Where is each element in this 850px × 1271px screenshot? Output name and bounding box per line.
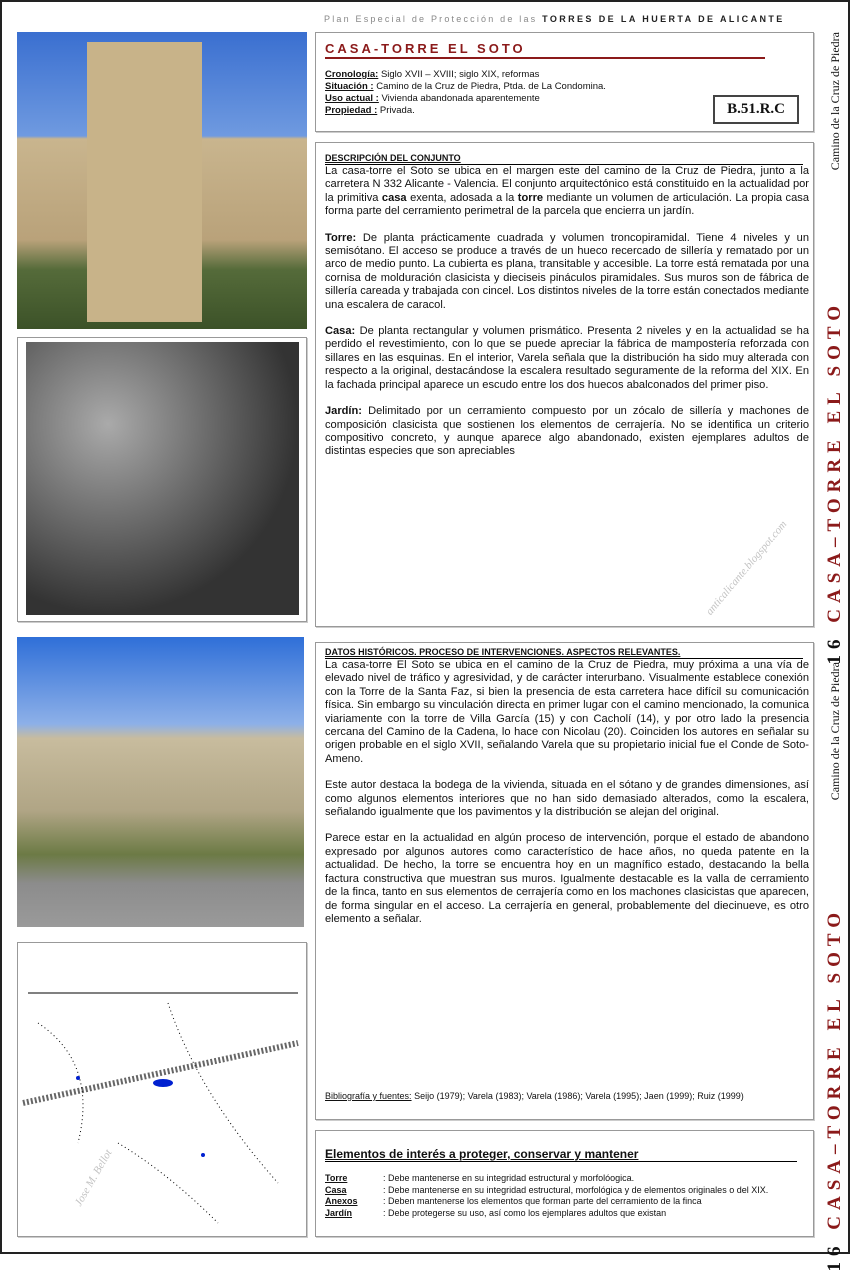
elements-box bbox=[315, 1130, 814, 1237]
location-map bbox=[17, 942, 307, 1237]
building-title: CASA-TORRE EL SOTO bbox=[325, 41, 765, 59]
watermark-author: Jose M. Bellot bbox=[72, 1147, 115, 1209]
element-row: Jardín : Debe protegerse su uso, así como los ejemplares adultos que existan bbox=[325, 1207, 667, 1218]
element-row: Torre : Debe mantenerse en su integridad estructural y morfolóogica. bbox=[325, 1173, 635, 1183]
header-series: TORRES DE LA HUERTA DE ALICANTE bbox=[542, 14, 785, 24]
field-uso: Uso actual : Vivienda abandonada aparentemente bbox=[325, 93, 540, 104]
history-heading: DATOS HISTÓRICOS. PROCESO DE INTERVENCIONES. ASPECTOS RELEVANTES. bbox=[325, 647, 803, 659]
description-text: La casa-torre el Soto se ubica en el margen este del camino de la Cruz de Piedra, junto a la carretera N 332 Alicante - Valencia. El conjunto arquitectónico está constituido en la actualidad por la primitiva casa exenta, adosada a la torre mediante un volumen de articulación. La propia casa forma parte del cerramiento perimetral de la parcela que encierra un jardín. Torre: De planta prácticamente cuadrada y volumen troncopiramidal. Tiene 4 niveles y un semisótano. El acceso se produce a través de un hueco recercado de sillería y rematado por un arco de medio punto. La cubierta es plana, transitable y accesible. La torre está rematada por una cornisa de molduración clasicista y dieciseis pináculos piramidales. Sus muros son de fábrica de sillería careada y trabajada con cincel. Los distintos niveles de la torre están conectados mediante una escalera de caracol. Casa: De planta rectangular y volumen prismático. Presenta 2 niveles y en la actualidad se ha perdido el revestimiento, con lo que se puede apreciar la fábrica de mampostería reforzada con sillares en las esquinas. En el interior, Varela señala que la distribución ha sido muy alterada con respecto a la original, destacándose la escalera resultado seguramente de la reforma del XIX. En la fachada principal aparece un escudo entre los dos huecos abalconados del primer piso. Jardín: Delimitado por un cerramiento compuesto por un zócalo de sillería y machones de composición clasicista que sostienen los elementos de cerrajería. No se identifica un criterio compositivo concreto, y aunque aparece algo abandonado, existen ejemplares adultos de distintas especies que son apreciables bbox=[325, 165, 809, 458]
sidebar-title-bottom: 16 CASA–TORRE EL SOTO bbox=[824, 907, 845, 1271]
elements-heading: Elementos de interés a proteger, conservar y mantener bbox=[325, 1147, 797, 1162]
tower-shape bbox=[87, 42, 202, 322]
sidebar-title-top: 16 CASA–TORRE EL SOTO bbox=[824, 300, 845, 665]
header-prefix: Plan Especial de Protección de las bbox=[324, 14, 538, 24]
sidebar-road-top: Camino de la Cruz de Piedra bbox=[828, 32, 842, 171]
field-situacion: Situación : Camino de la Cruz de Piedra, Ptda. de La Condomina. bbox=[325, 81, 606, 92]
element-row: Casa : Debe mantenerse en su integridad estructural, morfológica y de elementos originales o del XIX. bbox=[325, 1184, 769, 1195]
field-propiedad: Propiedad : Privada. bbox=[325, 105, 415, 116]
history-text: La casa-torre El Soto se ubica en el camino de la Cruz de Piedra, muy próxima a una vía de elevado nivel de tráfico y agresividad, y de carácter interurbano. Visualmente establece conexión con la Torre de la Santa Faz, si bien la presencia de esta carretera hace difícil su comunicación física. Sin embargo su vinculación directa en primer lugar con el camino mencionado, la comunica viariamente con la torre de Villa García (15) y con Cacholí (14), y por otro lado la presencia cercana del Camino de la Cadena, lo hace con Nicolau (20). Coinciden los autores en señalar su origen probable en el siglo XVII, señalando Varela que su propietario inicial fue el Conde de Soto-Ameno. Este autor destaca la bodega de la vivienda, situada en el sótano y de grandes dimensiones, así como algunos elementos interiores que no han sido demasiado alterados, como la escalera, señalando igualmente que los pavimentos y la distribución se alejan del original. Parece estar en la actualidad en algún proceso de intervención, porque el estado de abandono expresado por algunos autores como característico de hace años, no queda patente en la actualidad. De hecho, la torre se encuentra hoy en un magnífico estado, destacando la bella factura constructiva que muestran sus muros. Igualmente destacable es la valla de cerramiento de la finca, tanto en sus elementos de cerrajería como en los machones clasicistas que aparecen, de forma singular en el acceso. La cerrajería en general, probablemente del diecinueve, es otro elemento a señalar. bbox=[325, 659, 809, 925]
map-drawing bbox=[18, 943, 306, 1236]
page-header bbox=[324, 14, 785, 24]
sidebar-road-bottom: Camino de la Cruz de Piedra bbox=[828, 662, 842, 801]
torre-paragraph: Torre: De planta prácticamente cuadrada y volumen troncopiramidal. Tiene 4 niveles y un semisótano. El acceso se produce a través de un hueco recercado de sillería y rematado por un arco de medio punto. La cubierta es plana, transitable y accesible. La torre está rematada por una cornisa de molduración clasicista y dieciseis pináculos piramidales. Sus muros son de fábrica de sillería careada y trabajada con cincel. Los distintos niveles de la torre están conectados mediante una escalera de caracol. bbox=[325, 231, 809, 311]
element-row: Anexos : Deben mantenerse los elementos que forman parte del cerramiento de la finca bbox=[325, 1196, 702, 1206]
history-box bbox=[315, 642, 814, 1120]
info-box bbox=[315, 32, 814, 132]
jardin-paragraph: Jardín: Delimitado por un cerramiento compuesto por un zócalo de sillería y machones de composición clasicista que sostienen los elementos de cerrajería. No se identifica un criterio compositivo concreto, y aunque aparece algo abandonado, existen ejemplares adultos de distintas especies que son apreciables bbox=[325, 405, 809, 458]
watermark-site: anticalicante.blogspot.com bbox=[703, 518, 790, 618]
tower-photo bbox=[17, 32, 307, 329]
casa-paragraph: Casa: De planta rectangular y volumen prismático. Presenta 2 niveles y en la actualidad se ha perdido el revestimiento, con lo que se puede apreciar la fábrica de mampostería reforzada con sillares en las esquinas. En el interior, Varela señala que la distribución ha sido muy alterada con respecto a la original, destacándose la escalera resultado seguramente de la reforma del XIX. En la fachada principal aparece un escudo entre los dos huecos abalconados del primer piso. bbox=[325, 325, 809, 391]
bibliography: Bibliografía y fuentes: Seijo (1979); Varela (1983); Varela (1986); Varela (1995); Jaen (1999); Ruiz (1999) bbox=[325, 1091, 744, 1101]
elements-list bbox=[325, 1173, 768, 1219]
field-cronologia: Cronología: Siglo XVII – XVIII; siglo XIX, reformas bbox=[325, 69, 540, 80]
house-photo bbox=[17, 637, 304, 927]
description-heading: DESCRIPCIÓN DEL CONJUNTO bbox=[325, 153, 803, 165]
aerial-photo bbox=[26, 342, 299, 615]
catalog-code: B.51.R.C bbox=[713, 95, 799, 124]
description-box bbox=[315, 142, 814, 627]
